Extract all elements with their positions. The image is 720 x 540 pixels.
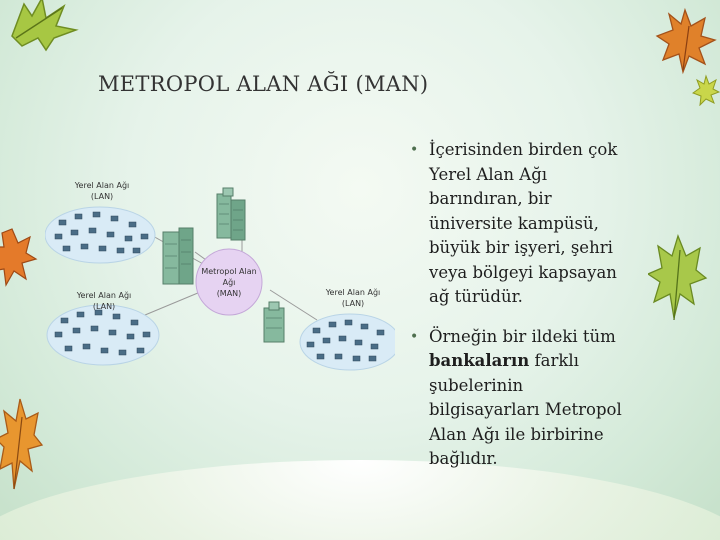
maple-leaf-icon bbox=[0, 225, 38, 287]
man-hub-label-line1: Metropol Alan bbox=[201, 267, 257, 276]
maple-leaf-icon bbox=[692, 74, 720, 106]
bullet-item bbox=[410, 138, 635, 310]
building-icon bbox=[163, 228, 193, 284]
building-icon bbox=[264, 302, 284, 342]
lan-bottom-left-label-line2: (LAN) bbox=[92, 302, 116, 311]
man-hub-label bbox=[194, 266, 264, 299]
man-hub-label-line2: Ağı bbox=[222, 278, 236, 287]
man-hub-label-line3: (MAN) bbox=[216, 289, 242, 298]
building-icon bbox=[217, 188, 245, 240]
bullet-dot-icon: • bbox=[410, 328, 419, 345]
lan-right-label bbox=[318, 287, 388, 309]
slide-title: METROPOL ALAN AĞI (MAN) bbox=[98, 72, 429, 96]
lan-right-label-line2: (LAN) bbox=[341, 299, 365, 308]
lan-top-left-label-line1: Yerel Alan Ağı bbox=[74, 181, 130, 190]
lan-top-left-label-line2: (LAN) bbox=[90, 192, 114, 201]
lan-bottom-left-label-line1: Yerel Alan Ağı bbox=[76, 291, 132, 300]
lan-bottom-left-cloud bbox=[47, 305, 159, 365]
lan-bottom-left-label bbox=[69, 290, 139, 312]
maple-leaf-icon bbox=[2, 0, 80, 52]
bullet-2-text-bold: bankaların bbox=[429, 351, 530, 370]
bullet-2-text-after: farklı şubelerinin bilgisayarları Metropol Alan Ağı ile birbirine bağlıdır. bbox=[429, 351, 622, 468]
bullet-2-text-before: Örneğin bir ildeki tüm bbox=[429, 326, 616, 346]
bullet-dot-icon: • bbox=[410, 142, 419, 158]
maple-leaf-icon bbox=[0, 395, 44, 493]
bullet-1-text: İçerisinden birden çok Yerel Alan Ağı barındıran, bir üniversite kampüsü, büyük bir işyeri, şehri veya bölgeyi kapsayan ağ türüdür. bbox=[429, 140, 618, 306]
bullet-list bbox=[410, 138, 635, 487]
maple-leaf-icon bbox=[655, 6, 717, 76]
lan-right-cloud bbox=[300, 314, 395, 370]
network-diagram bbox=[45, 170, 395, 385]
lan-right-label-line1: Yerel Alan Ağı bbox=[325, 288, 381, 297]
lan-top-left-label bbox=[67, 180, 137, 202]
lan-top-left-cloud bbox=[45, 207, 155, 263]
bullet-item bbox=[410, 325, 635, 472]
maple-leaf-icon bbox=[648, 232, 708, 324]
